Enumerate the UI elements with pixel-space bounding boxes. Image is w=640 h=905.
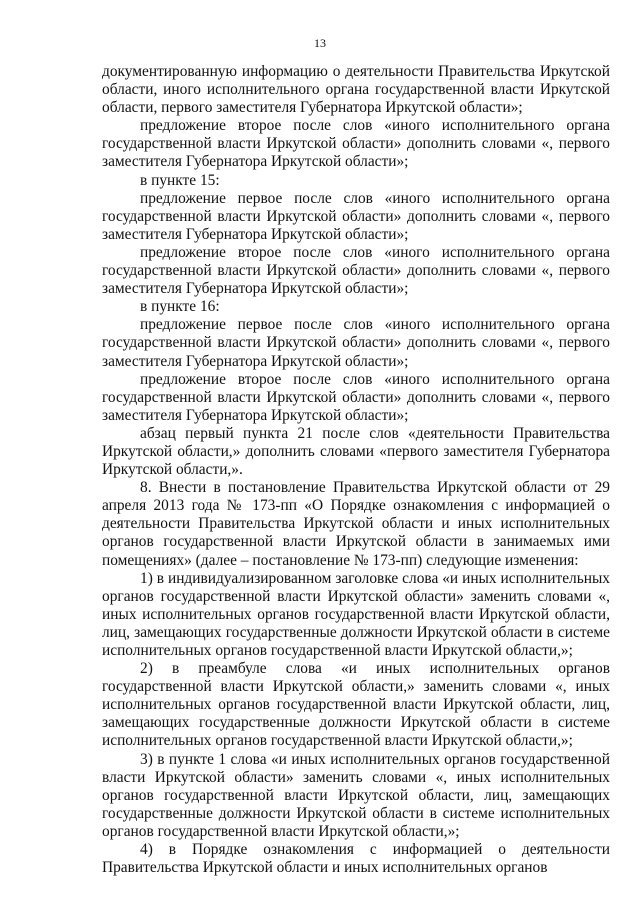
paragraph: 1) в индивидуализированном заголовке слова «и иных исполнительных органов государственной власти Иркутской области» заменить словами «, иных исполнительных органов государственной власти Иркутской области, лиц, замещающих государственные должности Иркутской области в системе исполнительных органов государственной власти Иркутской области,»; [102, 569, 610, 659]
document-body [102, 63, 610, 877]
paragraph: предложение первое после слов «иного исполнительного органа государственной власти Иркутской области» дополнить словами «, первого заместителя Губернатора Иркутской области»; [102, 316, 610, 370]
paragraph: предложение второе после слов «иного исполнительного органа государственной власти Иркутской области» дополнить словами «, первого заместителя Губернатора Иркутской области»; [102, 243, 610, 298]
paragraph: предложение второе после слов «иного исполнительного органа государственной власти Иркутской области» дополнить словами «, первого заместителя Губернатора Иркутской области»; [102, 370, 610, 424]
paragraph: 4) в Порядке ознакомления с информацией о деятельности Правительства Иркутской области и иных исполнительных органов [102, 841, 610, 877]
paragraph: в пункте 16: [140, 298, 220, 316]
paragraph-continuation: документированную информацию о деятельности Правительства Иркутской области, иного исполнительного органа государственной власти Иркутской области, первого заместителя Губернатора Иркутской области»; [102, 63, 610, 117]
paragraph: 8. Внести в постановление Правительства Иркутской области от 29 апреля 2013 года № 173-пп «О Порядке ознакомления с информацией о деятельности Правительства Иркутской области и иных исполнительных органов государственной власти Иркутской области в занимаемых ими помещениях» (далее – постановление № 173-пп) следующие изменения: [102, 479, 610, 569]
paragraph: предложение второе после слов «иного исполнительного органа государственной власти Иркутской области» дополнить словами «, первого заместителя Губернатора Иркутской области»; [102, 117, 610, 171]
paragraph: в пункте 15: [140, 171, 220, 189]
paragraph: 2) в преамбуле слова «и иных исполнительных органов государственной власти Иркутской области,» заменить словами «, иных исполнительных органов государственной власти Иркутской области, лиц, замещающих государственные должности Иркутской области в системе исполнительных органов государственной власти Иркутской области,»; [102, 660, 610, 750]
paragraph: предложение первое после слов «иного исполнительного органа государственной власти Иркутской области» дополнить словами «, первого заместителя Губернатора Иркутской области»; [102, 189, 610, 243]
page-number: 13 [314, 36, 326, 50]
paragraph: 3) в пункте 1 слова «и иных исполнительных органов государственной власти Иркутской области» заменить словами «, иных исполнительных органов государственной власти Иркутской области, лиц, замещающих государственные должности Иркутской области в системе исполнительных органов государственной власти Иркутской области,»; [102, 750, 610, 840]
paragraph: абзац первый пункта 21 после слов «деятельности Правительства Иркутской области,» дополнить словами «первого заместителя Губернатора Иркутской области,». [102, 424, 610, 479]
